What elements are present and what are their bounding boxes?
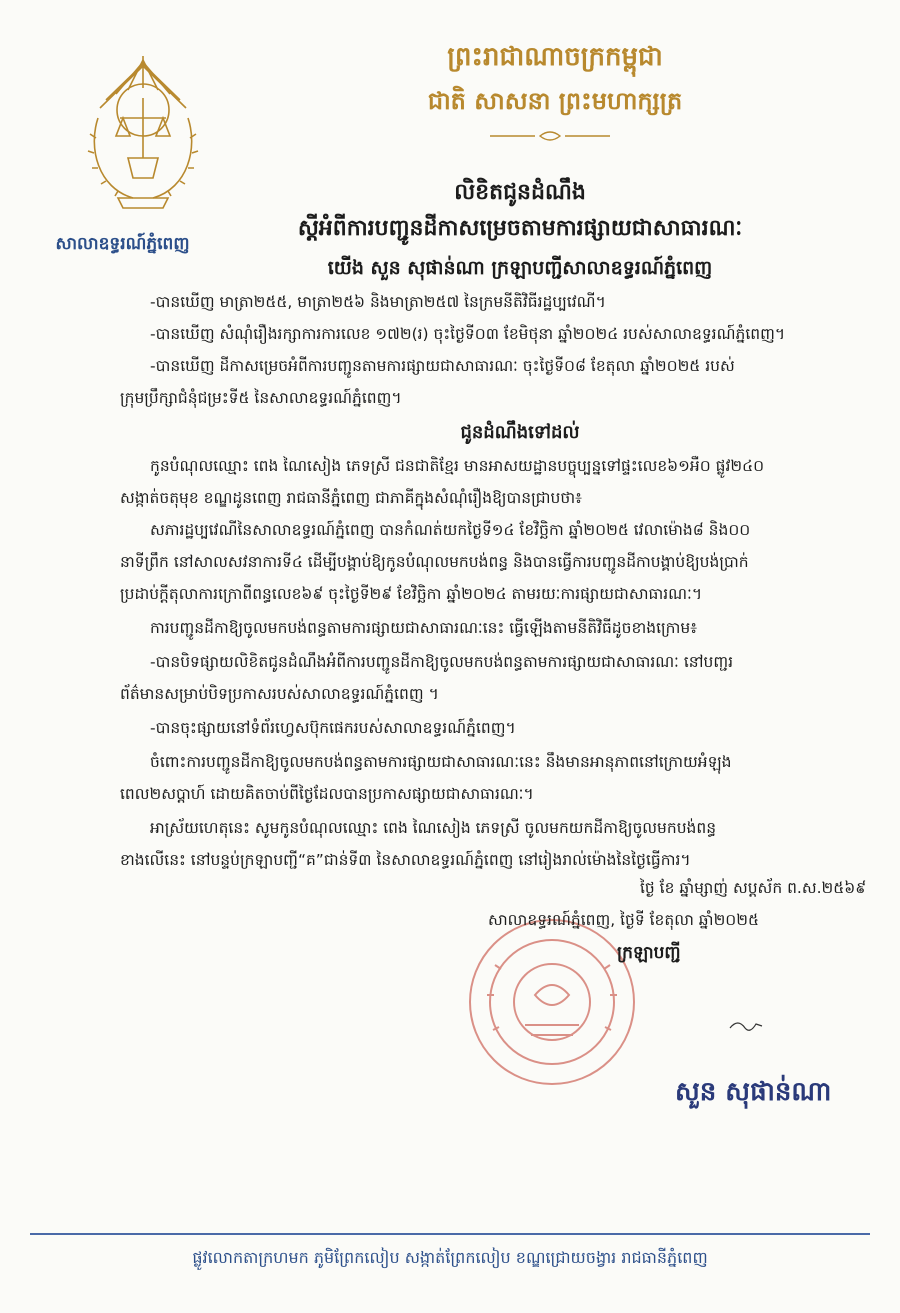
handwritten-signature-icon [690,1000,810,1040]
body-line: ចំពោះការបញ្ជូនដីកាឱ្យចូលមកបង់ពន្ធតាមការផ្សាយជាសាធារណៈនេះ នឹងមានអានុភាពនៅក្រោយអំឡុង [150,753,732,771]
court-seal-icon [465,915,640,1090]
signer-role: ក្រឡាបញ្ជី [617,943,681,963]
recital-2: -បានឃើញ សំណុំរឿងរក្សាការការលេខ ១៧២(រ) ចុះថ្ងៃទី០៣ ខែមិថុនា ឆ្នាំ២០២៤ របស់សាលាឧទ្ធរណ៍ភ្នំពេញ។ [150,325,786,343]
court-emblem-icon [78,48,208,218]
body-line: ពេល២សប្តាហ៍ ដោយគិតចាប់ពីថ្ងៃដែលបានប្រកាសផ្សាយជាសាធារណៈ។ [120,785,534,803]
issuer-line: យើង សួន សុផាន់ណា ក្រឡាបញ្ជីសាលាឧទ្ធរណ៍ភ្នំពេញ [327,257,713,279]
body-line: ខាងលើនេះ នៅបន្ទប់ក្រឡាបញ្ជី“គ”ជាន់ទី៣ នៃសាលាឧទ្ធរណ៍ភ្នំពេញ នៅរៀងរាល់ម៉ោងនៃថ្ងៃធ្វើការ។ [120,851,691,869]
footer-divider [30,1233,870,1235]
recital-3-cont: ក្រុមប្រឹក្សាជំនុំជម្រះទី៥ នៃសាលាឧទ្ធរណ៍ភ្នំពេញ។ [120,389,402,407]
notice-title: លិខិតជូនដំណឹង [454,180,586,205]
lunar-date: ថ្ងៃ ខែ ឆ្នាំម្សាញ់ សប្តស័ក ព.ស.២៥៦៩ [640,879,867,897]
body-line: សភារដ្ឋប្បវេណីនៃសាលាឧទ្ធរណ៍ភ្នំពេញ បានកំណត់យកថ្ងៃទី១៤ ខែវិច្ឆិកា ឆ្នាំ២០២៥ វេលាម៉ោង៨ និង០០ [150,521,751,539]
place-date: សាលាឧទ្ធរណ៍ភ្នំពេញ, ថ្ងៃទី ខែតុលា ឆ្នាំ២០២៥ [488,911,759,929]
body-line: នាទីព្រឹក នៅសាលសវនាការទី៤ ដើម្បីបង្គាប់ឱ្យកូនបំណុលមកបង់ពន្ធ និងបានធ្វើការបញ្ជូនដីកាបង្គាប់ឱ្យបង់ប្រាក់ [120,553,749,571]
ornament-divider-icon [490,128,610,144]
recital-3: -បានឃើញ ដីកាសម្រេចអំពីការបញ្ជូនតាមការផ្សាយជាសាធារណៈ ចុះថ្ងៃទី០៨ ខែតុលា ឆ្នាំ២០២៥ របស់ [150,357,735,375]
section-heading: ជូនដំណឹងទៅដល់ [460,422,580,443]
body-line: -បានបិទផ្សាយលិខិតជូនដំណឹងអំពីការបញ្ជូនដីកាឱ្យចូលមកបង់ពន្ធតាមការផ្សាយជាសាធារណៈ នៅបញ្ជរ [150,653,734,671]
body-line: -បានចុះផ្សាយនៅទំព័រហ្វេសប៊ុកផេករបស់សាលាឧទ្ធរណ៍ភ្នំពេញ។ [150,719,516,737]
body-line: ប្រដាប់ក្តីតុលាការក្រោពីពន្ធលេខ៦៩ ចុះថ្ងៃទី២៩ ខែវិច្ឆិកា ឆ្នាំ២០២៤ តាមរយៈការផ្សាយជាសាធារណៈ។ [120,585,703,603]
document-page: សាលាឧទ្ធរណ៍ភ្នំពេញ ព្រះរាជាណាចក្រកម្ពុជា ជាតិ សាសនា ព្រះមហាក្សត្រ លិខិតជូនដំណឹង ស្តីអំពីការបញ្ជូនដីកាសម្រេចតាមការផ្សាយជាសាធារណៈ យើង សួន សុផាន់ណា ក្រឡាបញ្ជីសាលាឧទ្ធរណ៍ភ្នំពេញ -បានឃើញ មាត្រា២៥៥, មាត្រា២៥៦ និងមាត្រា២៥៧ នៃក្រមនីតិវិធីរដ្ឋប្បវេណី។ -បានឃើញ សំណុំរឿងរក្សាការការលេខ ១៧២(រ) ចុះថ្ងៃទី០៣ ខែមិថុនា ឆ្នាំ២០២៤ របស់សាលាឧទ្ធរណ៍ភ្នំពេញ។ -បានឃើញ ដីកាសម្រេចអំពីការបញ្ជូនតាមការផ្សាយជាសាធារណៈ ចុះថ្ងៃទី០៨ ខែតុលា ឆ្នាំ២០២៥ របស់ ក្រុមប្រឹក្សាជំនុំជម្រះទី៥ នៃសាលាឧទ្ធរណ៍ភ្នំពេញ។ ជូនដំណឹងទៅដល់ កូនបំណុលឈ្មោះ ពេង ណៃសៀង ភេទស្រី ជនជាតិខ្មែរ មានអាសយដ្ឋានបច្ចុប្បន្នទៅផ្ទះលេខ៦១អឺ០ ផ្លូវ២៤០ សង្កាត់ចតុមុខ ខណ្ឌដូនពេញ រាជធានីភ្នំពេញ ជាភាគីក្នុងសំណុំរឿងឱ្យបានជ្រាបថា៖ សភារដ្ឋប្បវេណីនៃសាលាឧទ្ធរណ៍ភ្នំពេញ បានកំណត់យកថ្ងៃទី១៤ ខែវិច្ឆិកា ឆ្នាំ២០២៥ វេលាម៉ោង៨ និង០០ នាទីព្រឹក នៅសាលសវនាការទី៤ ដើម្បីបង្គាប់ឱ្យកូនបំណុលមកបង់ពន្ធ និងបានធ្វើការបញ្ជូនដីកាបង្គាប់ឱ្យបង់ប្រាក់ ប្រដាប់ក្តីតុលាការក្រោពីពន្ធលេខ៦៩ ចុះថ្ងៃទី២៩ ខែវិច្ឆិកា ឆ្នាំ២០២៤ តាមរយៈការផ្សាយជាសាធារណៈ។ ការបញ្ជូនដីកាឱ្យចូលមកបង់ពន្ធតាមការផ្សាយជាសាធារណៈនេះ ធ្វើឡើងតាមនីតិវិធីដូចខាងក្រោម៖ -បានបិទផ្សាយលិខិតជូនដំណឹងអំពីការបញ្ជូនដីកាឱ្យចូលមកបង់ពន្ធតាមការផ្សាយជាសាធារណៈ នៅបញ្ជរ ព័ត៌មានសម្រាប់បិទប្រកាសរបស់សាលាឧទ្ធរណ៍ភ្នំពេញ ។ -បានចុះផ្សាយនៅទំព័រហ្វេសប៊ុកផេករបស់សាលាឧទ្ធរណ៍ភ្នំពេញ។ ចំពោះការបញ្ជូនដីកាឱ្យចូលមកបង់ពន្ធតាមការផ្សាយជាសាធារណៈនេះ នឹងមានអានុភាពនៅក្រោយអំឡុង ពេល២សប្តាហ៍ ដោយគិតចាប់ពីថ្ងៃដែលបានប្រកាសផ្សាយជាសាធារណៈ។ អាស្រ័យហេតុនេះ សូមកូនបំណុលឈ្មោះ ពេង ណៃសៀង ភេទស្រី ចូលមកយកដីកាឱ្យចូលមកបង់ពន្ធ ខាងលើនេះ នៅបន្ទប់ក្រឡាបញ្ជី“គ”ជាន់ទី៣ នៃសាលាឧទ្ធរណ៍ភ្នំពេញ នៅរៀងរាល់ម៉ោងនៃថ្ងៃធ្វើការ។ ថ្ងៃ ខែ ឆ្នាំម្សាញ់ សប្តស័ក ព.ស.២៥៦៩ សាលាឧទ្ធរណ៍ភ្នំពេញ, ថ្ងៃទី ខែតុលា ឆ្នាំ២០២៥ ក្រឡាបញ្ជី សួន សុផាន់ណា ផ្លូវលោកតាក្រហមក ភូមិព្រែកលៀប សង្កាត់ព្រែកលៀប ខណ្ឌជ្រោយចង្វារ រាជធានីភ្នំពេញ [0,0,900,1313]
kingdom-motto-line2: ជាតិ សាសនា ព្រះមហាក្សត្រ [427,87,683,115]
body-line: សង្កាត់ចតុមុខ ខណ្ឌដូនពេញ រាជធានីភ្នំពេញ ជាភាគីក្នុងសំណុំរឿងឱ្យបានជ្រាបថា៖ [120,489,582,507]
recital-1: -បានឃើញ មាត្រា២៥៥, មាត្រា២៥៦ និងមាត្រា២៥៧ នៃក្រមនីតិវិធីរដ្ឋប្បវេណី។ [150,293,606,311]
body-line: ព័ត៌មានសម្រាប់បិទប្រកាសរបស់សាលាឧទ្ធរណ៍ភ្នំពេញ ។ [120,685,439,703]
signer-name: សួន សុផាន់ណា [675,1077,832,1107]
body-line: ការបញ្ជូនដីកាឱ្យចូលមកបង់ពន្ធតាមការផ្សាយជាសាធារណៈនេះ ធ្វើឡើងតាមនីតិវិធីដូចខាងក្រោម៖ [150,619,698,637]
body-line: កូនបំណុលឈ្មោះ ពេង ណៃសៀង ភេទស្រី ជនជាតិខ្មែរ មានអាសយដ្ឋានបច្ចុប្បន្នទៅផ្ទះលេខ៦១អឺ០ ផ្លូវ២៤០ [150,457,765,475]
footer-address: ផ្លូវលោកតាក្រហមក ភូមិព្រែកលៀប សង្កាត់ព្រែកលៀប ខណ្ឌជ្រោយចង្វារ រាជធានីភ្នំពេញ [192,1248,708,1267]
kingdom-motto-line1: ព្រះរាជាណាចក្រកម្ពុជា [447,42,663,72]
notice-subject: ស្តីអំពីការបញ្ជូនដីកាសម្រេចតាមការផ្សាយជាសាធារណៈ [297,216,743,241]
body-line: អាស្រ័យហេតុនេះ សូមកូនបំណុលឈ្មោះ ពេង ណៃសៀង ភេទស្រី ចូលមកយកដីកាឱ្យចូលមកបង់ពន្ធ [150,819,717,837]
